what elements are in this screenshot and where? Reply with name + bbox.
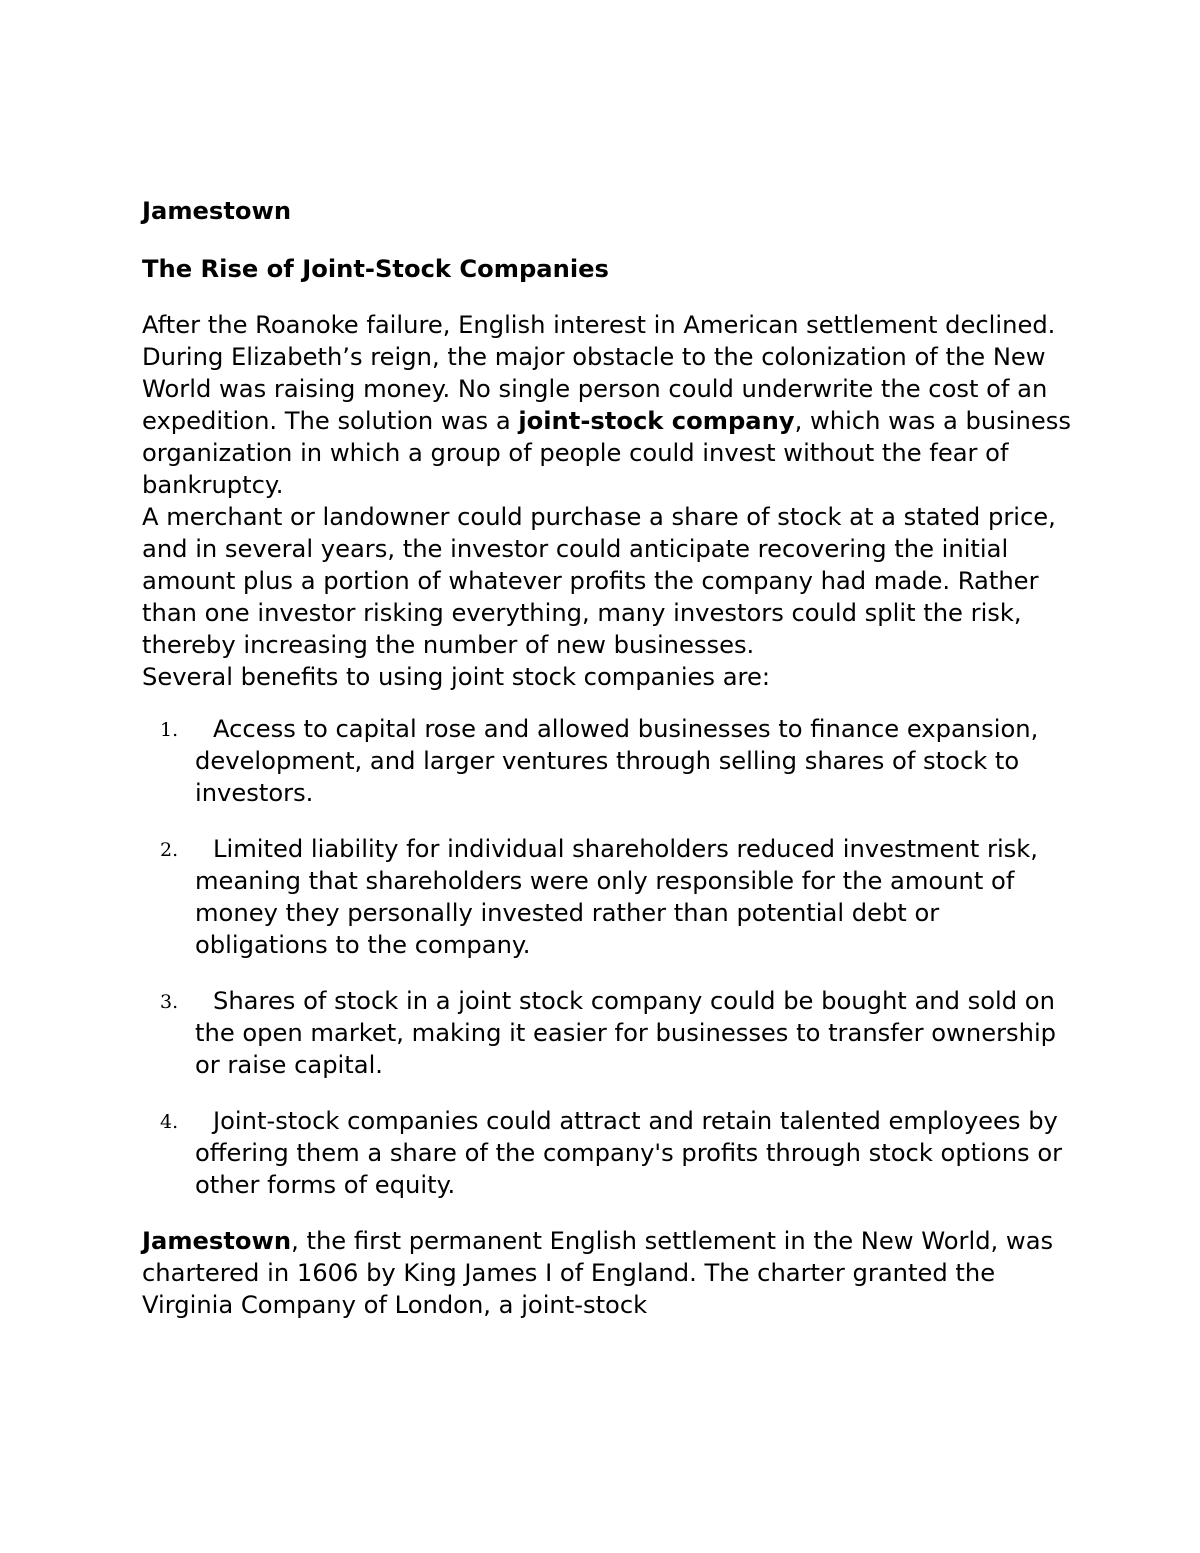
list-item-number: 1.	[160, 719, 179, 741]
paragraph-investors: A merchant or landowner could purchase a share of stock at a stated price, and in several years, the investor could anticipate recovering the initial amount plus a portion of whatever profits the company had made. Rather than one investor risking everything, many investors could split the risk, thereby increasing the number of new businesses.	[142, 503, 1056, 659]
term-joint-stock-company: joint-stock company	[518, 407, 795, 435]
list-item	[142, 985, 1072, 1081]
paragraph-intro-end: , which was a business organization in which a group of people could invest without the fear of bankruptcy.	[142, 407, 1071, 499]
list-item	[142, 1105, 1072, 1201]
list-item-text: Joint-stock companies could attract and retain talented employees by offering them a share of the company's profits through stock options or other forms of equity.	[195, 1107, 1063, 1199]
list-item-text: Limited liability for individual shareholders reduced investment risk, meaning that shareholders were only responsible for the amount of money they personally invested rather than potential debt or obligations to the company.	[195, 835, 1038, 959]
document-subtitle: The Rise of Joint-Stock Companies	[142, 255, 609, 283]
paragraph-jamestown	[142, 1225, 1072, 1321]
list-item-number: 2.	[160, 839, 179, 861]
list-item-text: Access to capital rose and allowed businesses to finance expansion, development, and larger ventures through selling shares of stock to investors.	[195, 715, 1039, 807]
benefits-list	[142, 713, 1072, 1201]
document-title: Jamestown	[142, 197, 292, 225]
document-page	[142, 193, 1072, 1321]
paragraph-intro-start: After the Roanoke failure, English interest in American settlement declined. During Elizabeth’s reign, the major obstacle to the colonization of the New World was raising money. No single person could underwrite the cost of an expedition. The solution was a	[142, 311, 1056, 435]
list-item-text: Shares of stock in a joint stock company could be bought and sold on the open market, making it easier for businesses to transfer ownership or raise capital.	[195, 987, 1057, 1079]
paragraph-intro	[142, 309, 1072, 501]
list-item	[142, 713, 1072, 809]
list-item	[142, 833, 1072, 961]
list-item-number: 3.	[160, 991, 179, 1013]
term-jamestown: Jamestown	[142, 1227, 292, 1255]
list-item-number: 4.	[160, 1111, 179, 1133]
paragraph-jamestown-text: , the first permanent English settlement in the New World, was chartered in 1606 by King James I of England. The charter granted the Virginia Company of London, a joint-stock	[142, 1227, 1054, 1319]
paragraph-benefits-intro: Several benefits to using joint stock companies are:	[142, 663, 770, 691]
